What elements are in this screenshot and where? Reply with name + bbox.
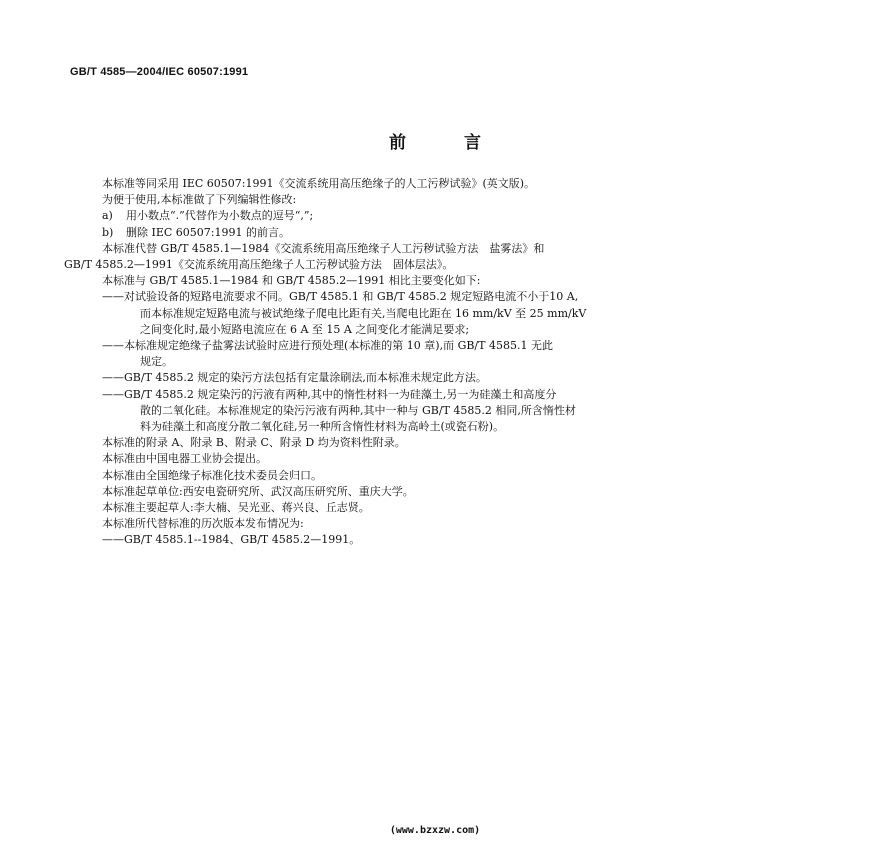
- text-line: 本标准等同采用 IEC 60507:1991《交流系统用高压绝缘子的人工污秽试验》(英文版)。: [102, 177, 536, 190]
- change-item-continuation: 规定。: [140, 355, 173, 369]
- text-line: 本标准的附录 A、附录 B、附录 C、附录 D 均为资料性附录。: [102, 436, 406, 450]
- title-char-2: 言: [464, 133, 481, 153]
- title-char-1: 前: [389, 133, 406, 153]
- page-title: [0, 128, 870, 153]
- text-line: GB/T 4585.2—1991《交流系统用高压绝缘子人工污秽试验方法 固体层法》。: [64, 258, 454, 272]
- change-item: ——GB/T 4585.2 规定的染污方法包括有定量涂刷法,而本标准未规定此方法。: [102, 371, 487, 385]
- text-line: 本标准所代替标准的历次版本发布情况为:: [102, 517, 304, 531]
- list-label: a): [102, 209, 113, 223]
- text-line: 本标准起草单位:西安电瓷研究所、武汉高压研究所、重庆大学。: [102, 484, 414, 498]
- change-item: ——对试验设备的短路电流要求不同。GB/T 4585.1 和 GB/T 4585.2 规定短路电流不小于10 A,: [102, 290, 579, 304]
- change-item-continuation: 而本标准规定短路电流与被试绝缘子爬电比距有关,当爬电比距在 16 mm/kV 至 25 mm/kV: [140, 306, 587, 320]
- list-label: b): [102, 225, 114, 239]
- text-line: 为便于使用,本标准做了下列编辑性修改:: [102, 193, 297, 207]
- list-item: [64, 225, 820, 241]
- change-item: ——GB/T 4585.1--1984、GB/T 4585.2—1991。: [102, 533, 361, 547]
- text-line: 本标准代替 GB/T 4585.1—1984《交流系统用高压绝缘子人工污秽试验方法 盐雾法》和: [102, 241, 545, 255]
- website-footer: (www.bzxzw.com): [389, 825, 481, 836]
- change-item: ——本标准规定绝缘子盐雾法试验时应进行预处理(本标准的第 10 章),而 GB/T 4585.1 无此: [102, 339, 553, 353]
- text-line: 本标准与 GB/T 4585.1—1984 和 GB/T 4585.2—1991 相比主要变化如下:: [102, 274, 481, 288]
- list-text: 用小数点“.”代替作为小数点的逗号“,”;: [126, 209, 314, 223]
- change-item-continuation: 之间变化时,最小短路电流应在 6 A 至 15 A 之间变化才能满足要求;: [140, 322, 470, 336]
- document-code-header: GB/T 4585—2004/IEC 60507:1991: [70, 66, 249, 78]
- text-line: 本标准主要起草人:李大楠、吴光亚、蒋兴良、丘志贤。: [102, 501, 370, 515]
- list-item: [64, 208, 820, 224]
- change-item: ——GB/T 4585.2 规定染污的污液有两种,其中的惰性材料一为硅藻土,另一为硅藻土和高度分: [102, 387, 557, 401]
- text-line: 本标准由全国绝缘子标准化技术委员会归口。: [102, 468, 322, 482]
- text-line: 本标准由中国电器工业协会提出。: [102, 452, 267, 466]
- change-item-continuation: 散的二氧化硅。本标准规定的染污污液有两种,其中一种与 GB/T 4585.2 相同,所含惰性材: [140, 403, 576, 417]
- list-text: 删除 IEC 60507:1991 的前言。: [126, 225, 290, 239]
- preface-body: [64, 176, 820, 549]
- change-item-continuation: 料为硅藻土和高度分散二氧化硅,另一种所含惰性材料为高岭土(或瓷石粉)。: [140, 420, 505, 434]
